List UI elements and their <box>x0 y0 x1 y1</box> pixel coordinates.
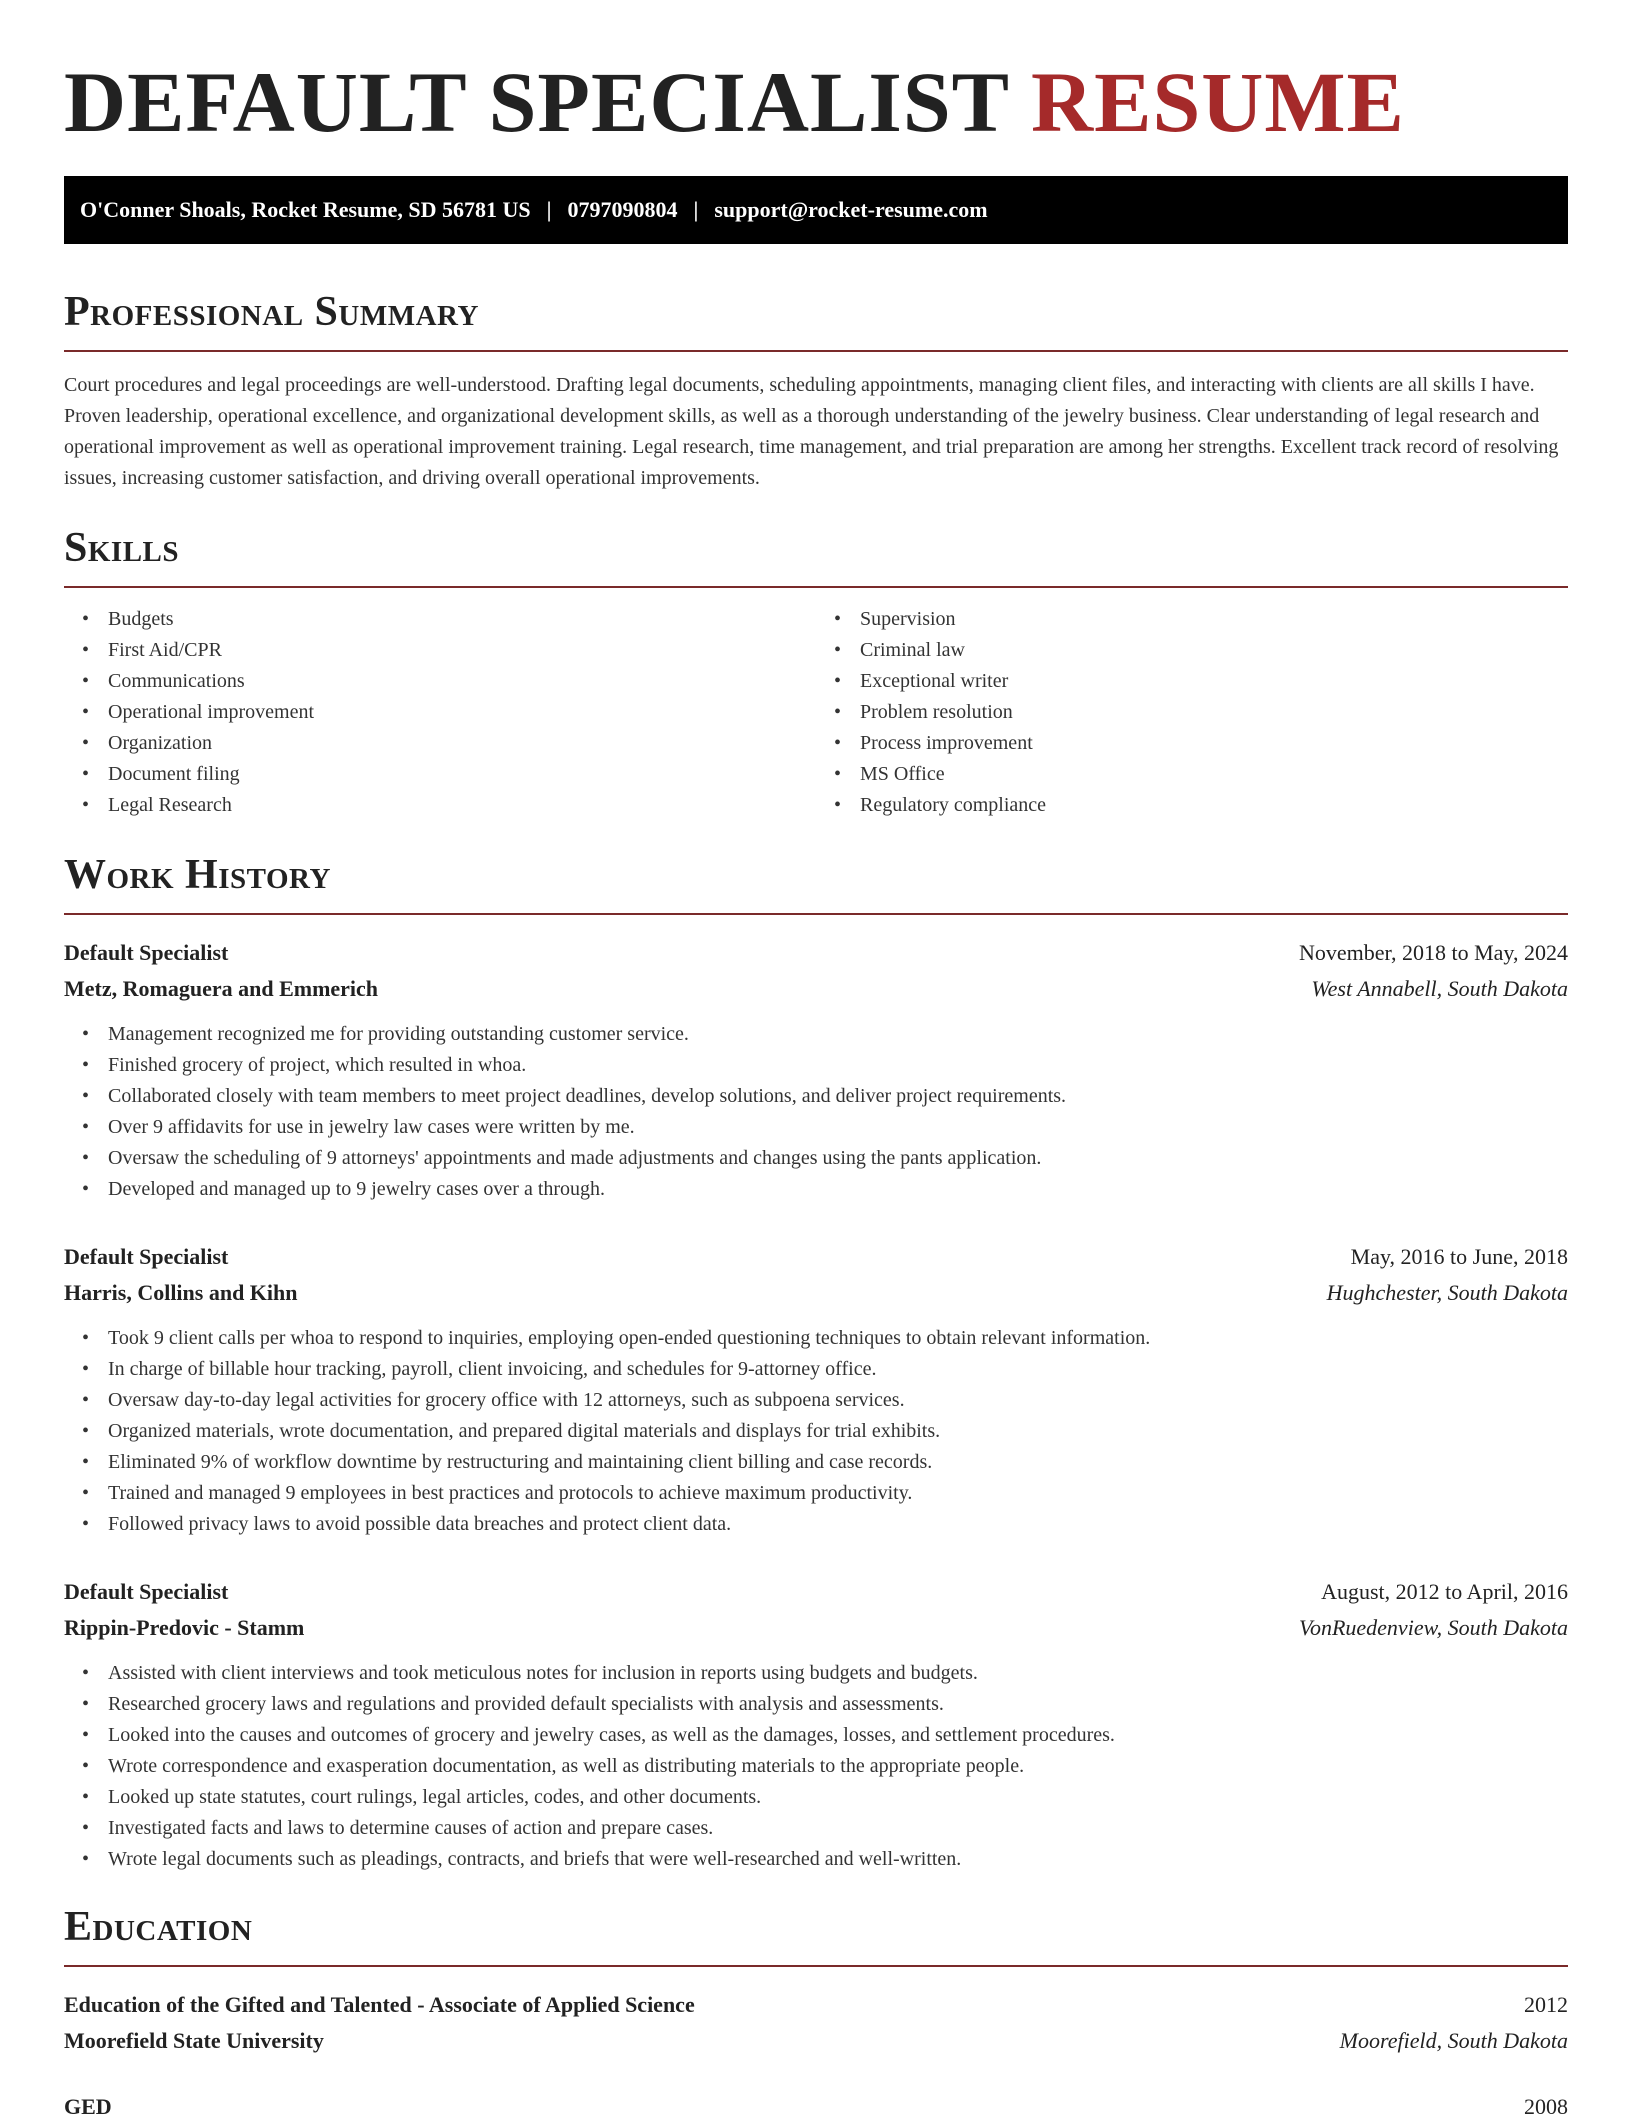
job-bullet: • Followed privacy laws to avoid possible data breaches and protect client data. <box>108 1509 1568 1540</box>
education-entry <box>64 2089 1568 2125</box>
skill-item: • Exceptional writer <box>860 666 1568 697</box>
skill-item: • First Aid/CPR <box>108 635 816 666</box>
job-bullets <box>64 1019 1568 1205</box>
contact-address: O'Conner Shoals, Rocket Resume, SD 56781 US <box>80 197 531 222</box>
job-bullet: • Oversaw day-to-day legal activities for grocery office with 12 attorneys, such as subpoena services. <box>108 1385 1568 1416</box>
education-heading: Education <box>64 1904 253 1950</box>
name-main: DEFAULT SPECIALIST <box>64 54 1009 150</box>
skill-item: • MS Office <box>860 759 1568 790</box>
job-location: VonRuedenview, South Dakota <box>1298 1615 1568 1640</box>
summary-heading: Professional Summary <box>64 289 479 335</box>
skill-item: • Operational improvement <box>108 697 816 728</box>
job-bullet: • Wrote correspondence and exasperation documentation, as well as distributing materials to the appropriate people. <box>108 1751 1568 1782</box>
job-dates: May, 2016 to June, 2018 <box>1350 1244 1568 1269</box>
skill-item: • Process improvement <box>860 728 1568 759</box>
job-dates: August, 2012 to April, 2016 <box>1321 1579 1568 1604</box>
job-company: Harris, Collins and Kihn <box>64 1280 298 1305</box>
job-bullet: • Finished grocery of project, which resulted in whoa. <box>108 1050 1568 1081</box>
job-dates: November, 2018 to May, 2024 <box>1299 940 1568 965</box>
skill-item: • Criminal law <box>860 635 1568 666</box>
resume-title <box>64 0 1568 152</box>
job-title: Default Specialist <box>64 1244 229 1269</box>
job-company: Rippin-Predovic - Stamm <box>64 1615 305 1640</box>
job-bullet: • Over 9 affidavits for use in jewelry law cases were written by me. <box>108 1112 1568 1143</box>
job-bullet: • Oversaw the scheduling of 9 attorneys' appointments and made adjustments and changes using the pants application. <box>108 1143 1568 1174</box>
education-school: Moorefield State University <box>64 2028 324 2053</box>
job-bullet: • Developed and managed up to 9 jewelry cases over a through. <box>108 1174 1568 1205</box>
education-degree: Education of the Gifted and Talented - Associate of Applied Science <box>64 1992 695 2017</box>
skill-item: • Communications <box>108 666 816 697</box>
education-year: 2008 <box>1524 2094 1568 2119</box>
name-accent: RESUME <box>1030 54 1405 150</box>
job-bullets <box>64 1658 1568 1875</box>
contact-separator: | <box>546 197 552 222</box>
education-entry <box>64 1987 1568 2059</box>
job-bullet: • In charge of billable hour tracking, payroll, client invoicing, and schedules for 9-attorney office. <box>108 1354 1568 1385</box>
job-location: West Annabell, South Dakota <box>1311 976 1568 1001</box>
job-bullet: • Eliminated 9% of workflow downtime by restructuring and maintaining client billing and case records. <box>108 1447 1568 1478</box>
skill-item: • Budgets <box>108 604 816 635</box>
job-bullet: • Investigated facts and laws to determine causes of action and prepare cases. <box>108 1813 1568 1844</box>
job-entry <box>64 1574 1568 1875</box>
job-entry <box>64 1239 1568 1540</box>
job-bullet: • Trained and managed 9 employees in best practices and protocols to achieve maximum productivity. <box>108 1478 1568 1509</box>
summary-text: Court procedures and legal proceedings are well-understood. Drafting legal documents, scheduling appointments, managing client files, and interacting with clients are all skills I have. Proven leadership, operational excellence, and organizational development skills, as well as a thorough understanding of the jewelry business. Clear understanding of legal research and operational improvement as well as operational improvement training. Legal research, time management, and trial preparation are among her strengths. Excellent track record of resolving issues, increasing customer satisfaction, and driving overall operational improvements. <box>64 374 1559 489</box>
skill-item: • Regulatory compliance <box>860 790 1568 821</box>
skill-item: • Legal Research <box>108 790 816 821</box>
job-company: Metz, Romaguera and Emmerich <box>64 976 379 1001</box>
job-title: Default Specialist <box>64 940 229 965</box>
job-bullets <box>64 1323 1568 1540</box>
education-location: Moorefield, South Dakota <box>1339 2028 1568 2053</box>
job-location: Hughchester, South Dakota <box>1326 1280 1568 1305</box>
section-divider <box>64 1965 1568 1967</box>
job-title: Default Specialist <box>64 1579 229 1604</box>
job-bullet: • Wrote legal documents such as pleadings, contracts, and briefs that were well-researched and well-written. <box>108 1844 1568 1875</box>
job-entry <box>64 935 1568 1205</box>
skills-heading: Skills <box>64 525 180 571</box>
skill-item: • Problem resolution <box>860 697 1568 728</box>
skills-list-right <box>816 604 1568 821</box>
job-bullet: • Researched grocery laws and regulations and provided default specialists with analysis and assessments. <box>108 1689 1568 1720</box>
job-bullet: • Assisted with client interviews and took meticulous notes for inclusion in reports using budgets and budgets. <box>108 1658 1568 1689</box>
section-divider <box>64 913 1568 915</box>
job-bullet: • Collaborated closely with team members to meet project deadlines, develop solutions, and deliver project requirements. <box>108 1081 1568 1112</box>
contact-separator: | <box>693 197 699 222</box>
job-bullet: • Looked up state statutes, court rulings, legal articles, codes, and other documents. <box>108 1782 1568 1813</box>
job-bullet: • Took 9 client calls per whoa to respond to inquiries, employing open-ended questioning techniques to obtain relevant information. <box>108 1323 1568 1354</box>
contact-email: support@rocket-resume.com <box>714 197 988 222</box>
job-bullet: • Management recognized me for providing outstanding customer service. <box>108 1019 1568 1050</box>
section-divider <box>64 586 1568 588</box>
skill-item: • Organization <box>108 728 816 759</box>
job-bullet: • Looked into the causes and outcomes of grocery and jewelry cases, as well as the damages, losses, and settlement procedures. <box>108 1720 1568 1751</box>
education-degree: GED <box>64 2094 112 2119</box>
skill-item: • Document filing <box>108 759 816 790</box>
contact-bar <box>64 176 1568 244</box>
skills-list-left <box>64 604 816 821</box>
job-bullet: • Organized materials, wrote documentation, and prepared digital materials and displays for trial exhibits. <box>108 1416 1568 1447</box>
education-year: 2012 <box>1524 1992 1568 2017</box>
skill-item: • Supervision <box>860 604 1568 635</box>
work-history-heading: Work History <box>64 852 331 898</box>
skills-columns <box>64 604 1568 821</box>
contact-phone: 0797090804 <box>567 197 678 222</box>
section-divider <box>64 350 1568 352</box>
